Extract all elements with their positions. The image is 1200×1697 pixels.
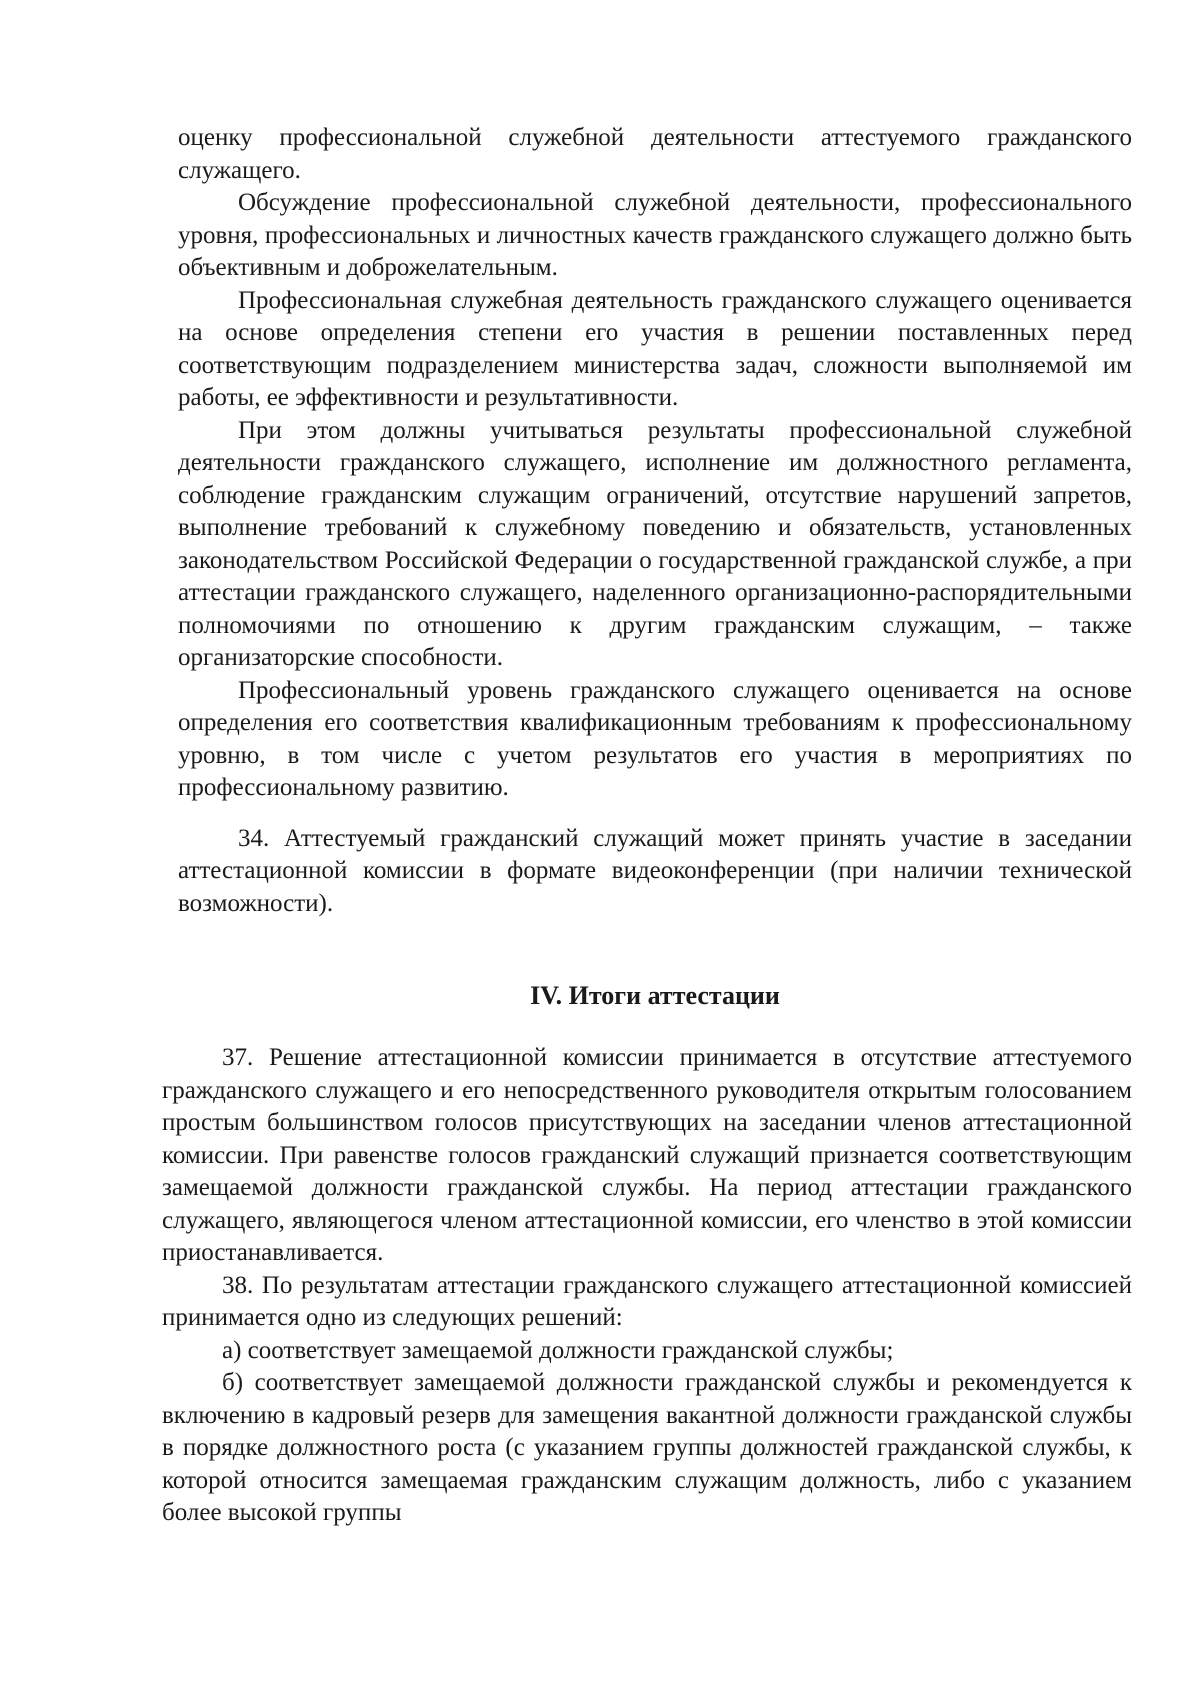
paragraph-activity-evaluation: Профессиональная служебная деятельность гражданского служащего оценивается на основе определения степени его участия в решении поставленных перед соответствующим подразделением министерства задач, сложности выполняемой им работы, ее эффективности и результативности. bbox=[178, 286, 1132, 411]
paragraph-38-results: 38. По результатам аттестации гражданского служащего аттестационной комиссией принимается одно из следующих решений: bbox=[162, 1271, 1132, 1331]
paragraph-professional-level: Профессиональный уровень гражданского служащего оценивается на основе определения его соответствия квалификационным требованиям к профессиональному уровню, в том числе с учетом результатов его участия в мероприятиях по профессиональному развитию. bbox=[178, 676, 1132, 801]
document-body-bottom bbox=[162, 1042, 1132, 1530]
document-body-top bbox=[178, 122, 1132, 920]
section-heading: IV. Итоги аттестации bbox=[530, 981, 780, 1010]
paragraph-continuation: оценку профессиональной служебной деятельности аттестуемого гражданского служащего. bbox=[178, 124, 1132, 184]
list-item-a: а) соответствует замещаемой должности гражданской службы; bbox=[222, 1336, 894, 1364]
list-item-b: б) соответствует замещаемой должности гражданской службы и рекомендуется к включению в кадровый резерв для замещения вакантной должности гражданской службы в порядке должностного роста (с указанием группы должностей гражданской службы, к которой относится замещаемая гражданским служащим должность, либо с указанием более высокой группы bbox=[162, 1369, 1132, 1526]
paragraph-37-decision: 37. Решение аттестационной комиссии принимается в отсутствие аттестуемого гражданского служащего и его непосредственного руководителя открытым голосованием простым большинством голосов присутствующих на заседании членов аттестационной комиссии. При равенстве голосов гражданский служащий признается соответствующим замещаемой должности гражданской службы. На период аттестации гражданского служащего, являющегося членом аттестационной комиссии, его членство в этой комиссии приостанавливается. bbox=[162, 1044, 1132, 1266]
paragraph-34-videoconference: 34. Аттестуемый гражданский служащий может принять участие в заседании аттестационной комиссии в формате видеоконференции (при наличии технической возможности). bbox=[178, 824, 1132, 917]
paragraph-discussion: Обсуждение профессиональной служебной деятельности, профессионального уровня, профессиональных и личностных качеств гражданского служащего должно быть объективным и доброжелательным. bbox=[178, 189, 1132, 281]
paragraph-results-considered: При этом должны учитываться результаты профессиональной служебной деятельности гражданского служащего, исполнение им должностного регламента, соблюдение гражданским служащим ограничений, отсутствие нарушений запретов, выполнение требований к служебному поведению и обязательств, установленных законодательством Российской Федерации о государственной гражданской службе, а при аттестации гражданского служащего, наделенного организационно-распорядительными полномочиями по отношению к другим гражданским служащим, – также организаторские способности. bbox=[178, 416, 1132, 671]
